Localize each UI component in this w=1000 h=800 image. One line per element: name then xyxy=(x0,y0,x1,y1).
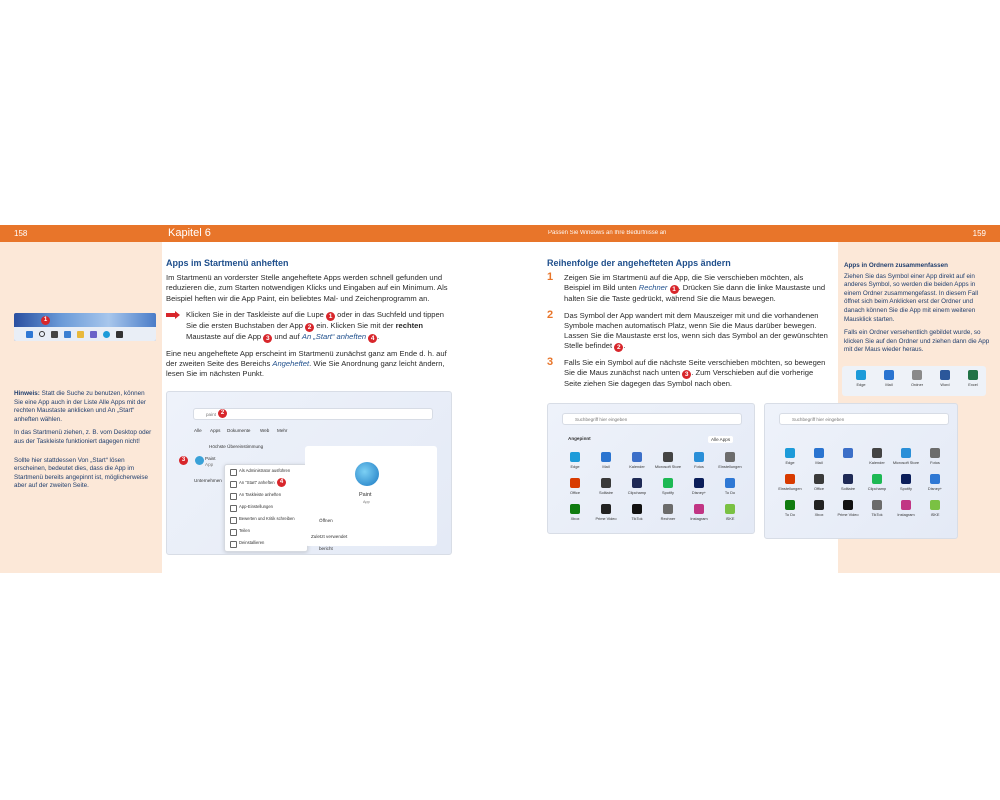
app-icon xyxy=(663,452,673,462)
app-icon xyxy=(843,474,853,484)
edge-icon xyxy=(103,331,110,338)
app-label: Ordner xyxy=(910,382,924,387)
book-spread xyxy=(0,225,1000,573)
tab-all[interactable]: Alle xyxy=(194,428,202,433)
context-menu xyxy=(224,464,308,552)
paint-app-icon xyxy=(195,456,204,465)
app-tile[interactable] xyxy=(653,478,683,495)
tab-documents[interactable]: Dokumente xyxy=(227,428,251,433)
app-label: Spotify xyxy=(662,490,674,495)
start-search-input-2[interactable]: Suchbegriff hier eingeben xyxy=(779,413,949,425)
running-title: Passen Sie Windows an Ihre Bedürfnisse an xyxy=(548,230,667,236)
app-tile[interactable] xyxy=(833,500,863,517)
preview-subtitle: App xyxy=(363,500,370,504)
app-icon xyxy=(912,370,922,380)
app-icon xyxy=(601,452,611,462)
app-icon xyxy=(785,474,795,484)
app-icon xyxy=(930,474,940,484)
pinned-label: Angepinnt xyxy=(568,436,591,441)
app-label: ISKE xyxy=(930,512,940,517)
app-icon xyxy=(632,452,642,462)
app-icon xyxy=(725,504,735,514)
paint-app-type: App xyxy=(205,462,214,467)
app-label: Instagram xyxy=(690,516,708,521)
page-number-left: 158 xyxy=(14,229,28,238)
recent-item[interactable]: bericht xyxy=(319,546,333,551)
search-icon xyxy=(39,331,45,337)
badge-3: 3 xyxy=(179,456,188,465)
app-label: To Do xyxy=(784,512,796,517)
tab-more[interactable]: Mehr xyxy=(277,428,288,433)
app-tile[interactable] xyxy=(775,448,805,465)
step-2: 2 Das Symbol der App wandert mit dem Mauszeiger mit und die vorhandenen Symbole machen automatisch Platz, wenn Sie die Maus darüber bewegen. Lassen Sie die Maustaste erst los, wenn sich das Symbol an der gewünschten Stelle befindet 2 . xyxy=(547,308,828,352)
folder-strip-tile[interactable] xyxy=(874,370,904,387)
app-label: To Do xyxy=(724,490,736,495)
app-icon xyxy=(694,478,704,488)
pointing-hand-icon xyxy=(166,310,180,320)
app-label: Microsoft Store xyxy=(654,464,682,469)
app-tile[interactable] xyxy=(833,448,863,460)
app-tile[interactable] xyxy=(715,504,745,521)
app-icon xyxy=(601,478,611,488)
paint-large-icon xyxy=(355,462,379,486)
app-tile[interactable] xyxy=(560,478,590,495)
section-title-reorder: Reihenfolge der angehefteten Apps ändern xyxy=(547,258,731,268)
app-icon xyxy=(872,474,882,484)
app-tile[interactable] xyxy=(684,478,714,495)
app-label: Prime Video xyxy=(595,516,617,521)
chapter-title: Kapitel 6 xyxy=(168,227,211,239)
tab-apps[interactable]: Apps xyxy=(210,428,221,433)
app-tile[interactable] xyxy=(891,500,921,517)
app-label: TikTok xyxy=(631,516,643,521)
preview-pane xyxy=(305,446,437,546)
app-label: Xbox xyxy=(570,516,580,521)
app-label: Mail xyxy=(815,460,823,465)
app-label: Xbox xyxy=(814,512,824,517)
ctx-uninstall[interactable]: Deinstallieren xyxy=(225,537,307,549)
app-tile[interactable] xyxy=(622,504,652,521)
app-label: Excel xyxy=(968,382,978,387)
app-tile[interactable] xyxy=(653,504,683,521)
app-tile[interactable] xyxy=(622,478,652,495)
app-tile[interactable] xyxy=(891,448,921,465)
ctx-pin-to-start[interactable]: An "Start" anheften xyxy=(225,477,307,489)
app-tile[interactable] xyxy=(775,474,805,491)
app-tile[interactable] xyxy=(622,452,652,469)
app-tile[interactable] xyxy=(862,474,892,491)
app-icon xyxy=(901,500,911,510)
app-tile[interactable] xyxy=(920,500,950,517)
app-icon xyxy=(843,448,853,458)
app-icon xyxy=(856,370,866,380)
open-action[interactable]: Öffnen xyxy=(319,518,333,523)
ctx-rate-review[interactable]: Bewerten und Kritik schreiben xyxy=(225,513,307,525)
app-label: Disney+ xyxy=(691,490,707,495)
best-match-label: Höchste Übereinstimmung xyxy=(209,444,264,449)
app-tile[interactable] xyxy=(653,452,683,469)
app-tile[interactable] xyxy=(591,504,621,521)
intro-paragraph: Im Startmenü an vorderster Stelle angeheftete Apps werden schnell gefunden und reduzieren die, zum Starten notwendigen Klicks und Eingaben auf ein Minimum. Als Beispiel heften wir die App Paint, ein beliebtes Mal- und Zeichenprogramm an. xyxy=(166,273,448,303)
app-icon xyxy=(940,370,950,380)
app-icon xyxy=(872,448,882,458)
app-label: Clipchamp xyxy=(627,490,647,495)
app-icon xyxy=(632,478,642,488)
app-icon xyxy=(725,478,735,488)
app-icon xyxy=(601,504,611,514)
folder-note: Apps in Ordnern zusammenfassen Ziehen Sie das Symbol einer App direkt auf ein anderes Symbol, so werden die beiden Apps in einem Ordner zusammengefasst. In diesem Fall öffnet sich beim Anklicken erst der Ordner und danach können Sie die App mit einem weiteren Mausklick starten. Falls ein Ordner versehentlich gebildet wurde, so klicken Sie auf den Ordner und ziehen dann die App mit der Maus wieder heraus. xyxy=(844,262,990,354)
app-tile[interactable] xyxy=(804,448,834,465)
ctx-pin-to-taskbar[interactable]: An Taskleiste anheften xyxy=(225,489,307,501)
tab-web[interactable]: Web xyxy=(260,428,270,433)
badge-1: 1 xyxy=(41,316,50,325)
left-column: Apps im Startmenü anheften Im Startmenü an vorderster Stelle angeheftete Apps werden schnell gefunden und reduzieren die, zum Starten notwendigen Klicks und Eingaben auf ein Minimum. Als Beispiel heften wir die App Paint, ein beliebtes Mal- und Zeichenprogramm an. Klicken Sie in der Taskleiste auf die Lupe 1 oder in das Suchfeld und tippen Sie die ersten Buchstaben der App 2 ein. Klicken Sie mit der rechten Maustaste auf die App 3 und auf An „Start“ anheften 4 . Eine neu angeheftete App erscheint im Startmenü zunächst ganz am Ende d. h. auf der zweiten Seite des Bereichs Angeheftet. Wie Sie Anordnung ganz leicht ändern, lesen Sie im nächsten Punkt. xyxy=(166,258,454,385)
app-tile[interactable] xyxy=(862,500,892,517)
preview-title: Paint xyxy=(359,492,372,498)
app-label: Disney+ xyxy=(927,486,943,491)
app-label: ISKE xyxy=(725,516,735,521)
folder-strip-tile[interactable] xyxy=(902,370,932,387)
app-label: Einstellungen xyxy=(718,464,742,469)
step-1: 1 Zeigen Sie im Startmenü auf die App, die Sie verschieben möchten, als Beispiel im Bild unten Rechner 1 . Drücken Sie dann die linke Maustaste und halten Sie die Taste gedrückt, während Sie die Maus bewegen. xyxy=(547,271,826,304)
app-tile[interactable] xyxy=(715,478,745,495)
recent-label: Zuletzt verwendet xyxy=(311,534,348,539)
ctx-share[interactable]: Teilen xyxy=(225,525,307,537)
app-label: Mail xyxy=(885,382,893,387)
hint-note: Hinweis: Statt die Suche zu benutzen, können Sie eine App auch in der Liste Alle Apps mit der rechten Maustaste anklicken und An „Start“ anheften wählen. In das Startmenü ziehen, z. B. vom Desktop oder aus der Taskleiste funktioniert dagegen nicht! Sollte hier stattdessen Von „Start“ lösen erscheinen, bedeutet dies, dass die App im Startmenü bereits angepinnt ist, möglicherweise aber auf der zweiten Seite. xyxy=(14,390,152,490)
app-icon xyxy=(930,448,940,458)
app-icon xyxy=(814,500,824,510)
app-tile[interactable] xyxy=(775,500,805,517)
explorer-icon xyxy=(77,331,84,338)
app-icon xyxy=(663,478,673,488)
folder-strip-tile[interactable] xyxy=(930,370,960,387)
app-tile[interactable] xyxy=(591,478,621,495)
app-icon xyxy=(901,474,911,484)
app-icon xyxy=(884,370,894,380)
start-menu-screenshot-1 xyxy=(547,403,755,534)
app-label: Spotify xyxy=(900,486,912,491)
app-label: Kalender xyxy=(869,460,885,465)
app-label: Prime Video xyxy=(837,512,859,517)
app-label: Edge xyxy=(856,382,866,387)
app-label: Clipchamp xyxy=(867,486,887,491)
taskview-icon xyxy=(51,331,58,338)
badge-2: 2 xyxy=(218,409,227,418)
windows-start-icon xyxy=(26,331,33,338)
paint-search-screenshot xyxy=(166,391,452,555)
store-icon xyxy=(116,331,123,338)
app-tile[interactable] xyxy=(684,504,714,521)
app-tile[interactable] xyxy=(560,504,590,521)
app-icon xyxy=(814,474,824,484)
right-column xyxy=(547,258,832,396)
start-menu-screenshot-2 xyxy=(764,403,958,539)
app-label: Edge xyxy=(570,464,580,469)
ctx-app-settings[interactable]: App-Einstellungen xyxy=(225,501,307,513)
app-icon xyxy=(570,504,580,514)
app-icon xyxy=(843,500,853,510)
ctx-run-as-admin[interactable]: Als Administrator ausführen xyxy=(225,465,307,477)
app-label: Instagram xyxy=(897,512,915,517)
app-label: Kalender xyxy=(629,464,645,469)
page-number-right: 159 xyxy=(972,229,986,238)
app-tile[interactable] xyxy=(804,474,834,491)
app-label: Edge xyxy=(785,460,795,465)
app-tile[interactable] xyxy=(920,474,950,491)
all-apps-button[interactable]: Alle Apps xyxy=(708,436,733,443)
app-icon xyxy=(570,478,580,488)
app-label: Mail xyxy=(602,464,610,469)
app-icon xyxy=(694,452,704,462)
folder-strip-tile[interactable] xyxy=(846,370,876,387)
app-icon xyxy=(814,448,824,458)
app-tile[interactable] xyxy=(715,452,745,469)
page-header xyxy=(0,225,1000,242)
app-icon xyxy=(872,500,882,510)
folder-strip-tile[interactable] xyxy=(958,370,988,387)
app-icon xyxy=(694,504,704,514)
badge-4: 4 xyxy=(277,478,286,487)
app-icon xyxy=(663,504,673,514)
paint-app-name[interactable]: Paint xyxy=(205,456,216,461)
search-input[interactable]: paint xyxy=(193,408,433,420)
app-tile[interactable] xyxy=(560,452,590,469)
start-search-input-1[interactable]: Suchbegriff hier eingeben xyxy=(562,413,742,425)
app-tile[interactable] xyxy=(862,448,892,465)
app-label: Einstellungen xyxy=(778,486,802,491)
app-icon xyxy=(570,452,580,462)
app-icon xyxy=(785,500,795,510)
app-label: Office xyxy=(569,490,581,495)
app-icon xyxy=(725,452,735,462)
app-tile[interactable] xyxy=(920,448,950,465)
app-icon xyxy=(901,448,911,458)
app-icon xyxy=(785,448,795,458)
chat-icon xyxy=(90,331,97,338)
closing-paragraph: Eine neu angeheftete App erscheint im Startmenü zunächst ganz am Ende d. h. auf der zweiten Seite des Bereichs Angeheftet. Wie Sie Anordnung ganz leicht ändern, lesen Sie im nächsten Punkt. xyxy=(166,348,447,379)
app-label: Fotos xyxy=(930,460,940,465)
app-label: TikTok xyxy=(871,512,883,517)
companies-label: Unternehmen xyxy=(194,478,222,483)
app-label: Rechner xyxy=(660,516,676,521)
app-tile[interactable] xyxy=(891,474,921,491)
app-label: Solitaire xyxy=(598,490,614,495)
app-label: Microsoft Store xyxy=(892,460,920,465)
app-label: Fotos xyxy=(694,464,704,469)
app-tile[interactable] xyxy=(591,452,621,469)
app-icon xyxy=(632,504,642,514)
app-label: Solitaire xyxy=(840,486,856,491)
app-tile[interactable] xyxy=(804,500,834,517)
folder-screenshot xyxy=(842,366,986,396)
app-label: Word xyxy=(940,382,950,387)
step-3: 3 Falls Sie ein Symbol auf die nächste Seite verschieben möchten, so bewegen Sie die Maus zunächst nach unten 3 . Zum Verschieben auf die vorherige Seite ziehen Sie dagegen das Symbol nach oben. xyxy=(547,356,826,389)
app-icon xyxy=(930,500,940,510)
taskbar-screenshot xyxy=(14,313,156,341)
app-icon xyxy=(968,370,978,380)
widgets-icon xyxy=(64,331,71,338)
app-label: Office xyxy=(813,486,825,491)
app-tile[interactable] xyxy=(833,474,863,491)
section-title-pin: Apps im Startmenü anheften xyxy=(166,258,289,268)
app-tile[interactable] xyxy=(684,452,714,469)
